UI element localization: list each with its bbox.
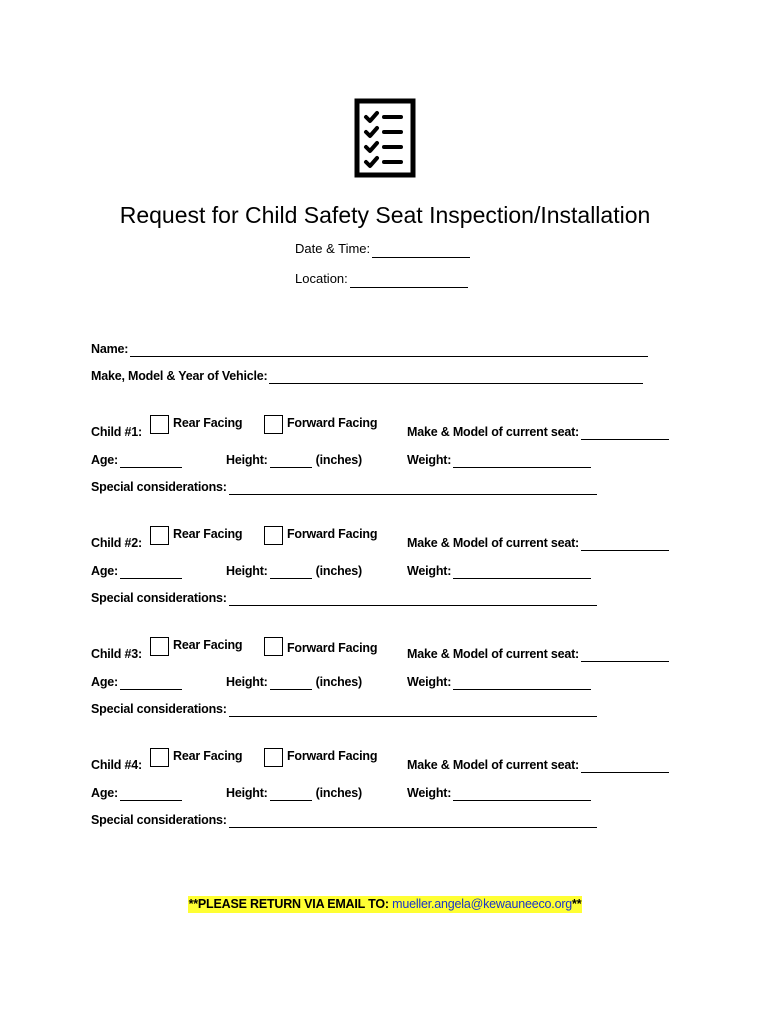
child-block-1 (0, 415, 770, 515)
height-field[interactable] (270, 785, 312, 801)
seat-field[interactable] (581, 424, 669, 440)
weight-field[interactable] (453, 674, 591, 690)
age-field[interactable] (120, 785, 182, 801)
age-field[interactable] (120, 452, 182, 468)
special-field[interactable] (229, 590, 597, 606)
rear-facing-label: Rear Facing (173, 527, 243, 541)
email-link[interactable]: mueller.angela@kewauneeco.org (392, 897, 573, 911)
child-label: Child #3: (91, 647, 142, 661)
height-label: Height: (226, 564, 268, 578)
rear-facing-checkbox[interactable] (150, 415, 169, 434)
weight-field[interactable] (453, 563, 591, 579)
forward-facing-label: Forward Facing (287, 749, 378, 763)
highlighted-footer (188, 896, 583, 913)
seat-label: Make & Model of current seat: (407, 536, 580, 550)
forward-facing-label: Forward Facing (287, 416, 378, 430)
location-field[interactable] (350, 272, 468, 288)
weight-label: Weight: (407, 453, 452, 467)
child-label: Child #2: (91, 536, 142, 550)
child-block-3 (0, 637, 770, 737)
rear-facing-label: Rear Facing (173, 749, 243, 763)
special-label: Special considerations: (91, 813, 227, 827)
forward-facing-checkbox[interactable] (264, 637, 283, 656)
name-field[interactable] (130, 341, 648, 357)
height-field[interactable] (270, 674, 312, 690)
age-label: Age: (91, 453, 118, 467)
location-label: Location: (295, 271, 348, 286)
name-row (91, 341, 648, 357)
rear-facing-checkbox[interactable] (150, 637, 169, 656)
child-label: Child #1: (91, 425, 142, 439)
special-label: Special considerations: (91, 591, 227, 605)
special-field[interactable] (229, 701, 597, 717)
vehicle-row (91, 368, 643, 384)
seat-label: Make & Model of current seat: (407, 647, 580, 661)
weight-label: Weight: (407, 675, 452, 689)
child-block-4 (0, 748, 770, 848)
seat-field[interactable] (581, 646, 669, 662)
return-instructions (0, 895, 770, 913)
child-label: Child #4: (91, 758, 142, 772)
forward-facing-checkbox[interactable] (264, 748, 283, 767)
rear-facing-label: Rear Facing (173, 416, 243, 430)
height-unit: (inches) (315, 564, 362, 578)
checklist-icon (354, 98, 416, 183)
rear-facing-checkbox[interactable] (150, 526, 169, 545)
special-label: Special considerations: (91, 480, 227, 494)
forward-facing-checkbox[interactable] (264, 526, 283, 545)
rear-facing-label: Rear Facing (173, 638, 243, 652)
weight-label: Weight: (407, 786, 452, 800)
seat-label: Make & Model of current seat: (407, 758, 580, 772)
age-label: Age: (91, 564, 118, 578)
height-field[interactable] (270, 452, 312, 468)
height-label: Height: (226, 675, 268, 689)
date-time-row (295, 240, 470, 258)
footer-prefix: **PLEASE RETURN VIA EMAIL TO: (188, 897, 393, 911)
forward-facing-label: Forward Facing (287, 527, 378, 541)
height-unit: (inches) (315, 786, 362, 800)
forward-facing-label: Forward Facing (287, 641, 378, 655)
weight-field[interactable] (453, 785, 591, 801)
rear-facing-checkbox[interactable] (150, 748, 169, 767)
seat-label: Make & Model of current seat: (407, 425, 580, 439)
date-time-label: Date & Time: (295, 241, 371, 256)
vehicle-field[interactable] (269, 368, 643, 384)
age-label: Age: (91, 675, 118, 689)
footer-suffix: ** (572, 897, 582, 911)
page-title: Request for Child Safety Seat Inspection/Installation (119, 202, 651, 228)
forward-facing-checkbox[interactable] (264, 415, 283, 434)
special-field[interactable] (229, 479, 597, 495)
height-label: Height: (226, 786, 268, 800)
special-field[interactable] (229, 812, 597, 828)
special-label: Special considerations: (91, 702, 227, 716)
height-label: Height: (226, 453, 268, 467)
age-label: Age: (91, 786, 118, 800)
weight-field[interactable] (453, 452, 591, 468)
date-time-field[interactable] (372, 242, 470, 258)
height-unit: (inches) (315, 453, 362, 467)
vehicle-label: Make, Model & Year of Vehicle: (91, 369, 268, 383)
location-row (295, 270, 468, 288)
name-label: Name: (91, 342, 129, 356)
height-unit: (inches) (315, 675, 362, 689)
seat-field[interactable] (581, 757, 669, 773)
height-field[interactable] (270, 563, 312, 579)
child-block-2 (0, 526, 770, 626)
seat-field[interactable] (581, 535, 669, 551)
weight-label: Weight: (407, 564, 452, 578)
age-field[interactable] (120, 674, 182, 690)
age-field[interactable] (120, 563, 182, 579)
